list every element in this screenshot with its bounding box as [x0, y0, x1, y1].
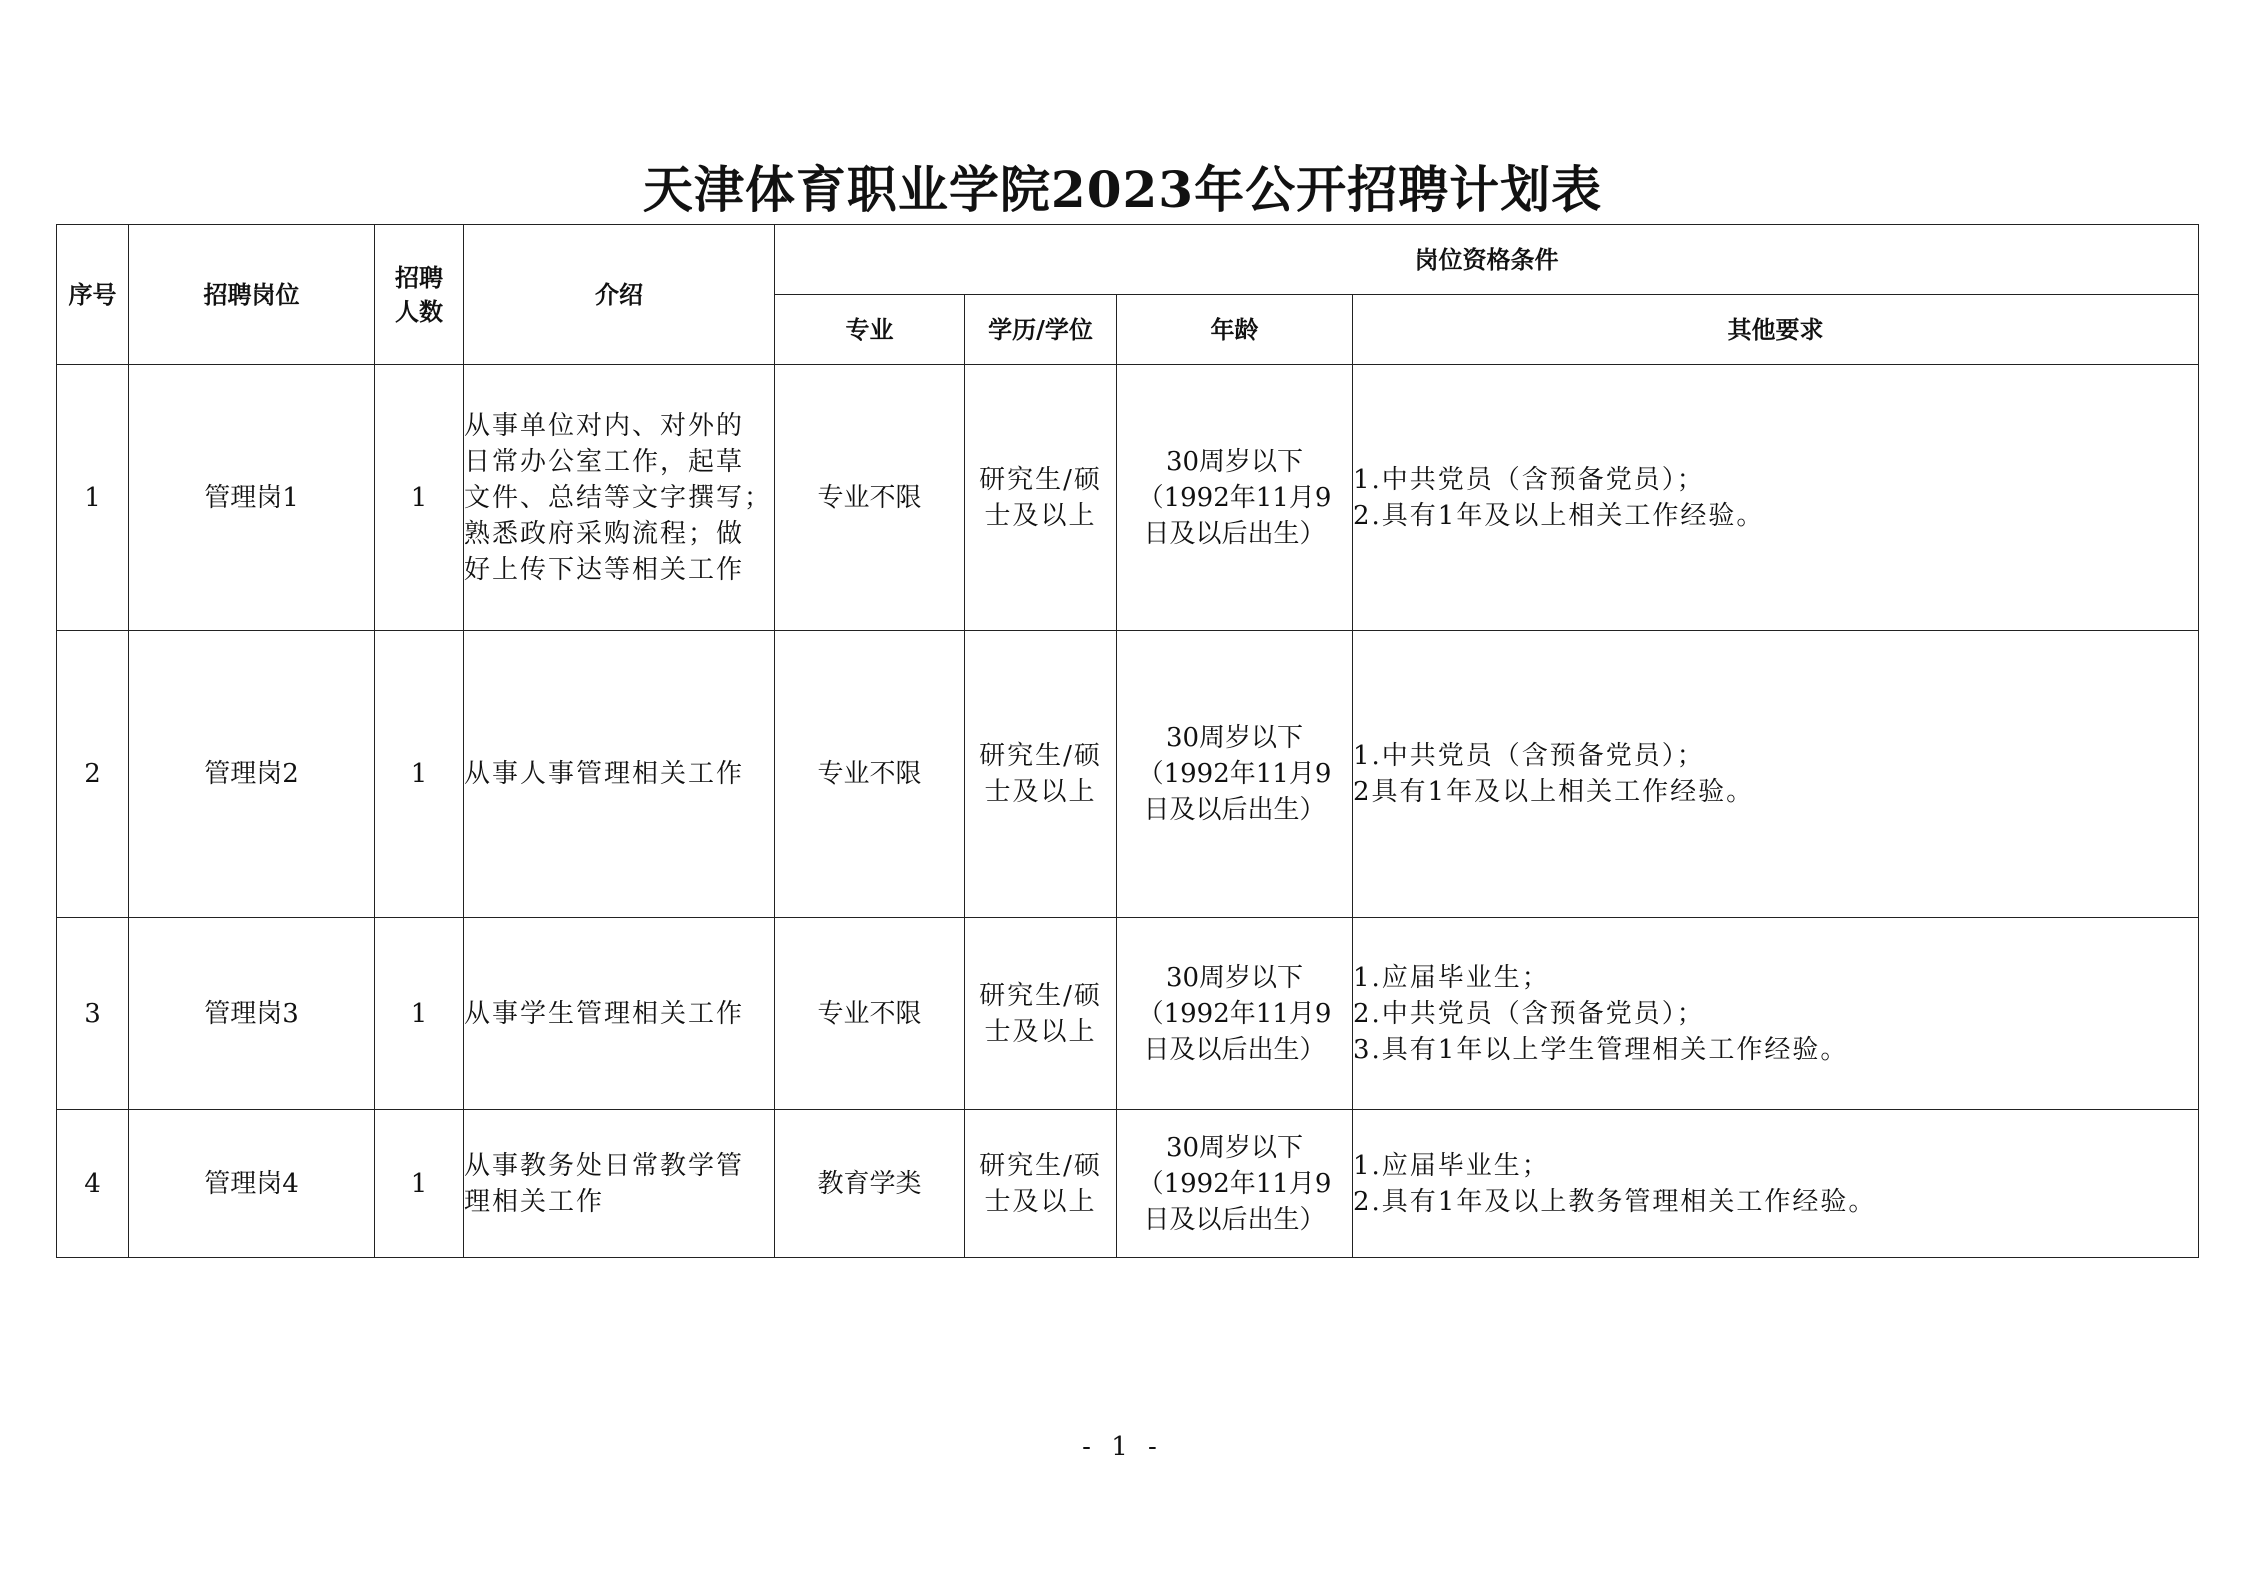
row-age: [1117, 1110, 1353, 1258]
header-major: 专业: [775, 295, 965, 365]
row-intro: [464, 1110, 775, 1258]
header-count: [375, 225, 464, 365]
header-index: 序号: [57, 225, 129, 365]
other-line: 1.中共党员（含预备党员）；: [1353, 741, 1705, 771]
row-other: [1353, 365, 2199, 631]
age-line: 30周岁以下: [1165, 1132, 1304, 1163]
row-other: [1353, 918, 2199, 1110]
page-number: - 1 -: [1082, 1432, 1163, 1462]
intro-line: 文件、总结等文字撰写；: [464, 482, 773, 513]
row-index: 1: [57, 365, 129, 631]
row-major: 专业不限: [775, 918, 965, 1110]
age-line: 30周岁以下: [1165, 446, 1304, 477]
age-line: 日及以后出生）: [1143, 1034, 1326, 1065]
age-line: 日及以后出生）: [1143, 1204, 1326, 1235]
recruitment-plan-table: [56, 224, 2199, 1258]
row-other: [1353, 631, 2199, 918]
education-line: 士及以上: [984, 1016, 1097, 1047]
other-line: 2具有1年及以上相关工作经验。: [1353, 777, 1755, 807]
row-index: 2: [57, 631, 129, 918]
header-qualifications: 岗位资格条件: [775, 225, 2199, 295]
row-intro: [464, 365, 775, 631]
header-age: 年龄: [1117, 295, 1353, 365]
intro-line: 理相关工作: [464, 1186, 605, 1217]
age-line: （1992年11月9: [1137, 482, 1332, 513]
age-line: （1992年11月9: [1137, 998, 1332, 1029]
row-intro: [464, 631, 775, 918]
row-count: 1: [375, 918, 464, 1110]
row-other: [1353, 1110, 2199, 1258]
header-intro: 介绍: [464, 225, 775, 365]
row-count: 1: [375, 365, 464, 631]
education-line: 研究生/硕: [979, 741, 1102, 771]
age-line: 30周岁以下: [1165, 723, 1304, 753]
education-line: 研究生/硕: [979, 1150, 1102, 1181]
row-major: 教育学类: [775, 1110, 965, 1258]
row-major: 专业不限: [775, 365, 965, 631]
document-title: 天津体育职业学院2023年公开招聘计划表: [642, 160, 1603, 219]
intro-line: 从事学生管理相关工作: [464, 998, 745, 1029]
row-position: 管理岗1: [129, 365, 375, 631]
row-education: [965, 631, 1117, 918]
intro-line: 好上传下达等相关工作: [464, 554, 745, 585]
row-intro: [464, 918, 775, 1110]
education-line: 士及以上: [984, 1186, 1097, 1217]
age-line: （1992年11月9: [1137, 1168, 1332, 1199]
age-line: （1992年11月9: [1137, 759, 1332, 789]
other-line: 1.中共党员（含预备党员）；: [1353, 464, 1705, 495]
table-row: [57, 631, 2199, 918]
row-index: 3: [57, 918, 129, 1110]
table-row: [57, 1110, 2199, 1258]
intro-line: 从事人事管理相关工作: [464, 759, 745, 789]
other-line: 1.应届毕业生；: [1353, 1150, 1550, 1181]
header-other: 其他要求: [1353, 295, 2199, 365]
row-education: [965, 918, 1117, 1110]
education-line: 研究生/硕: [979, 464, 1102, 495]
row-position: 管理岗4: [129, 1110, 375, 1258]
row-position: 管理岗2: [129, 631, 375, 918]
row-count: 1: [375, 631, 464, 918]
other-line: 2.中共党员（含预备党员）；: [1353, 998, 1705, 1029]
age-line: 日及以后出生）: [1143, 518, 1326, 549]
intro-line: 从事教务处日常教学管: [464, 1150, 745, 1181]
row-age: [1117, 918, 1353, 1110]
row-major: 专业不限: [775, 631, 965, 918]
other-line: 1.应届毕业生；: [1353, 962, 1550, 993]
row-position: 管理岗3: [129, 918, 375, 1110]
intro-line: 熟悉政府采购流程；做: [464, 518, 745, 549]
header-education: 学历/学位: [965, 295, 1117, 365]
table-row: [57, 365, 2199, 631]
education-line: 士及以上: [984, 500, 1097, 531]
header-position: 招聘岗位: [129, 225, 375, 365]
intro-line: 日常办公室工作，起草: [464, 446, 745, 477]
age-line: 日及以后出生）: [1143, 795, 1326, 825]
row-age: [1117, 631, 1353, 918]
row-education: [965, 1110, 1117, 1258]
other-line: 3.具有1年以上学生管理相关工作经验。: [1353, 1034, 1849, 1065]
header-count-line1: 招聘: [395, 262, 443, 292]
row-age: [1117, 365, 1353, 631]
other-line: 2.具有1年及以上相关工作经验。: [1353, 500, 1765, 531]
row-education: [965, 365, 1117, 631]
education-line: 研究生/硕: [979, 980, 1102, 1011]
header-count-line2: 人数: [395, 296, 443, 326]
age-line: 30周岁以下: [1165, 962, 1304, 993]
table-row: [57, 918, 2199, 1110]
row-count: 1: [375, 1110, 464, 1258]
intro-line: 从事单位对内、对外的: [464, 410, 745, 441]
row-index: 4: [57, 1110, 129, 1258]
other-line: 2.具有1年及以上教务管理相关工作经验。: [1353, 1186, 1877, 1217]
education-line: 士及以上: [984, 777, 1097, 807]
